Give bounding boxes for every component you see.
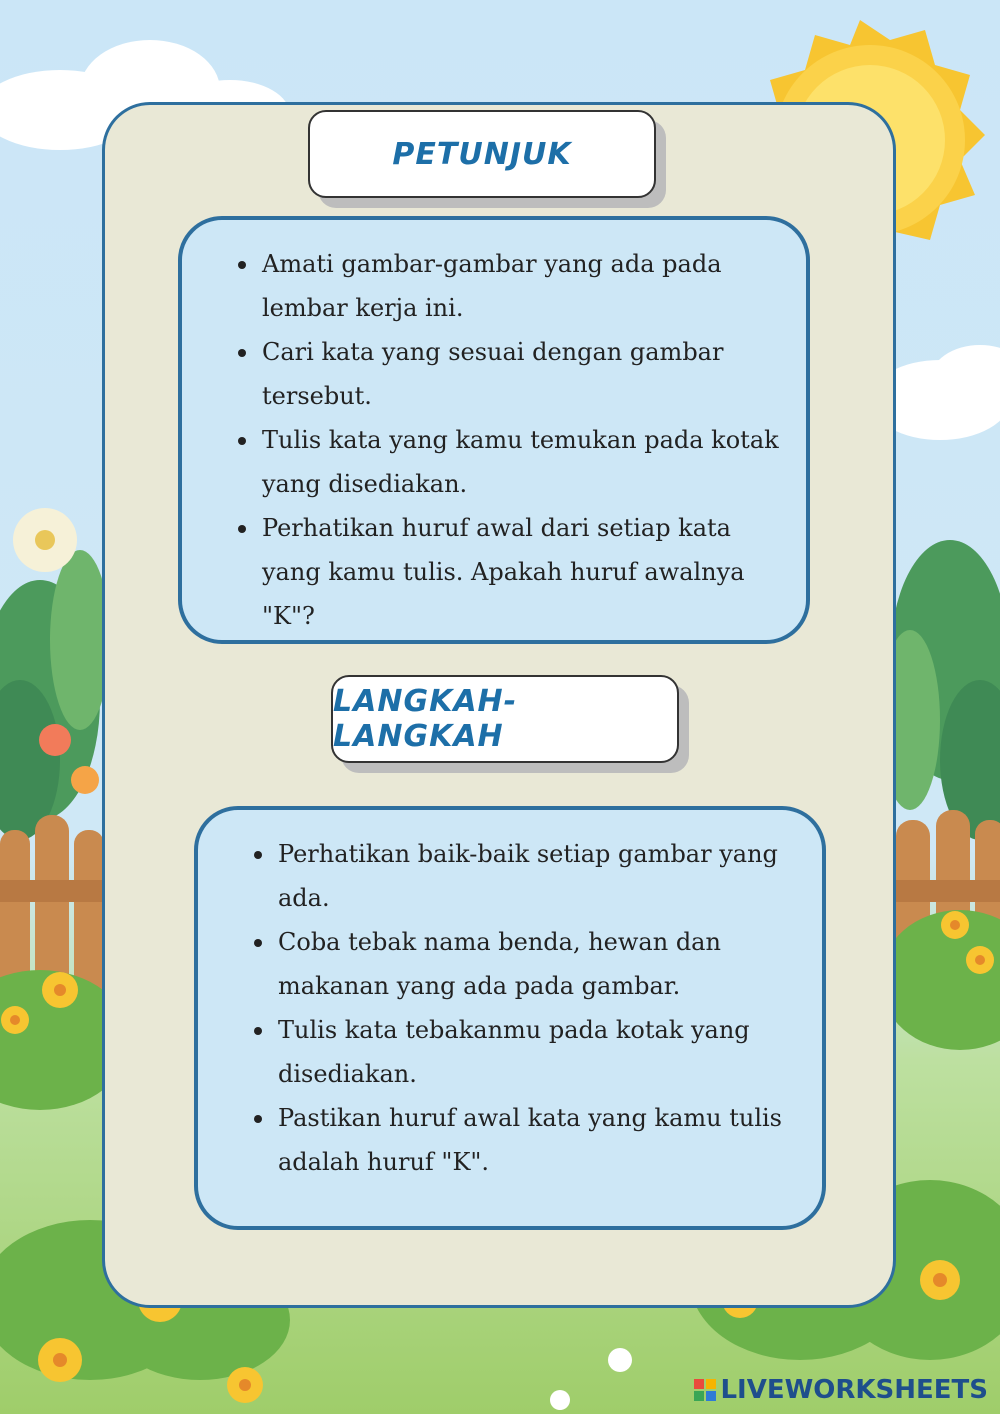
plants-left	[0, 508, 110, 840]
list-item: Tulis kata tebakanmu pada kotak yang disediakan.	[198, 1008, 822, 1096]
list-item: Coba tebak nama benda, hewan dan makanan yang ada pada gambar.	[198, 920, 822, 1008]
langkah-title: LANGKAH-LANGKAH	[333, 684, 518, 754]
petunjuk-list	[182, 242, 806, 638]
liveworksheets-logo-icon	[694, 1379, 716, 1401]
liveworksheets-brand: LIVEWORKSHEETS	[720, 1375, 988, 1405]
white-flower-icon	[550, 1348, 632, 1410]
list-item: Tulis kata yang kamu temukan pada kotak yang disediakan.	[182, 418, 806, 506]
list-item: Pastikan huruf awal kata yang kamu tulis adalah huruf "K".	[198, 1096, 822, 1184]
langkah-title-box	[331, 675, 679, 763]
petunjuk-list-box	[178, 216, 810, 644]
list-item: Amati gambar-gambar yang ada pada lembar kerja ini.	[182, 242, 806, 330]
list-item: Perhatikan huruf awal dari setiap kata yang kamu tulis. Apakah huruf awalnya "K"?	[182, 506, 806, 638]
list-item: Cari kata yang sesuai dengan gambar tersebut.	[182, 330, 806, 418]
langkah-list-box	[194, 806, 826, 1230]
liveworksheets-logo[interactable]	[694, 1372, 988, 1408]
petunjuk-title-box	[308, 110, 656, 198]
list-item: Perhatikan baik-baik setiap gambar yang ada.	[198, 832, 822, 920]
langkah-list	[198, 832, 822, 1184]
petunjuk-title: PETUNJUK	[392, 136, 572, 172]
plants-right	[880, 540, 1000, 840]
